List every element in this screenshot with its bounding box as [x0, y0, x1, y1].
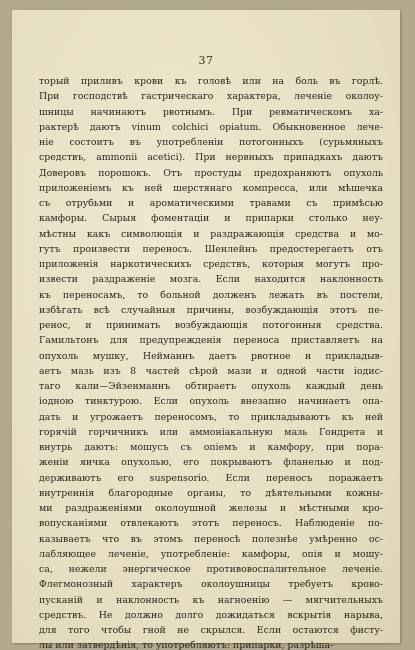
- text-line: аетъ мазь изъ 8 частей сѣрой мази и одной части іодис-: [39, 365, 383, 377]
- text-line: приложенія наркотическихъ средствъ, которыя могутъ про-: [39, 259, 383, 270]
- text-line: гутъ произвести переносъ. Шенлейнъ предостерегаетъ отъ: [39, 243, 383, 255]
- text-line: Доверовъ порошокъ. Отъ простуды предохраняютъ опухоль: [39, 167, 383, 179]
- text-line: держиваютъ его suspensorio. Если переносъ поражаетъ: [39, 472, 383, 484]
- text-line: ми раздраженіями околоушной железы и мѣстными кро-: [39, 503, 383, 514]
- text-line: мѣстны какъ символющія и раздражающія средства и мо-: [39, 228, 383, 240]
- text-line: внутрь даютъ: мошусъ съ опіемъ и камфору, при пора-: [39, 442, 383, 453]
- text-line: казываетъ что въ этомъ переносѣ полезнѣе умѣренно ос-: [39, 533, 383, 545]
- text-line: пусканій и наклонность къ нагноенію — мягчительныхъ: [39, 594, 383, 606]
- text-line: съ отрубьми и ароматическими травами съ примѣсью: [39, 198, 383, 209]
- book-page: [12, 10, 400, 650]
- text-line: лабляющее леченіе, употребленіе: камфоры, опія и мошу-: [39, 548, 383, 560]
- text-line: камфоры. Сырыя фоментаціи и припарки столько неу-: [39, 213, 383, 225]
- text-line: Гамильтонъ для предупрежденія переноса приставляетъ на: [39, 335, 383, 347]
- text-line: са, нежели энергическое противовоспалительное леченіе.: [39, 564, 383, 575]
- text-line: торый приливъ крови къ головѣ или на боль въ горлѣ.: [39, 76, 383, 87]
- text-line: къ переносамъ, то больной долженъ лежать въ постели,: [39, 289, 383, 301]
- text-line: опухоль мушку, Нейманнъ даетъ рвотное и прикладыв-: [39, 350, 383, 362]
- text-line: извести раздраженіе мозга. Если находится наклонность: [39, 274, 383, 286]
- text-line: таго кали—Эйзенманнъ обтираетъ опухоль каждый день: [39, 381, 383, 392]
- text-line: женіи яичка опухолью, его покрываютъ фланелью и под-: [39, 457, 383, 469]
- text-line: приложеніемъ къ ней шерстянаго компресса, или мѣшечка: [39, 182, 383, 194]
- body-text: [39, 74, 383, 650]
- text-line: ніе состоитъ въ употребленіи потогонныхъ (сурьмяныхъ: [39, 137, 383, 148]
- text-line: ренос, и принимать возбуждающія потогонныя средства.: [39, 320, 383, 331]
- text-line: шницы начинаютъ рвотнымъ. При ревматическомъ ха-: [39, 106, 383, 118]
- page-number: 37: [198, 54, 214, 67]
- text-line: средствъ, ammonii acetici). При нервныхъ припадкахъ даютъ: [39, 152, 383, 164]
- text-line: для того чтобы гной не скрылся. Если остаются фисту-: [39, 625, 383, 636]
- text-line: избѣгать всѣ случайныя причины, возбуждающія этотъ пе-: [39, 304, 383, 316]
- text-line: При господствѣ гастрическаго характера, леченіе околоу-: [39, 91, 383, 103]
- text-line: средствъ. Не должно долго дожидаться вскрытія нарыва,: [39, 609, 383, 621]
- text-line: горячій горчичникъ или аммоніакальную мазь Гондрета и: [39, 426, 383, 438]
- text-line: дать и угрожаетъ переносомъ, то прикладываютъ къ ней: [39, 411, 383, 423]
- text-line: вопусканіями отвлекаютъ этотъ переносъ. Наблюденіе по-: [39, 518, 383, 530]
- text-line: внутреннія благородные органы, то дѣятельными кожны-: [39, 487, 383, 499]
- text-line: Флегмонозный характеръ околоушницы требуетъ крово-: [39, 579, 383, 591]
- text-line: лы или затвердѣнія, то употребляютъ: припарки, разрѣша-: [39, 640, 334, 650]
- text-line: рактерѣ даютъ vinum colchici opiatum. Обыкновенное лече-: [39, 121, 383, 133]
- text-line: іодною тинктурою. Если опухоль внезапно начинаетъ опа-: [39, 396, 383, 408]
